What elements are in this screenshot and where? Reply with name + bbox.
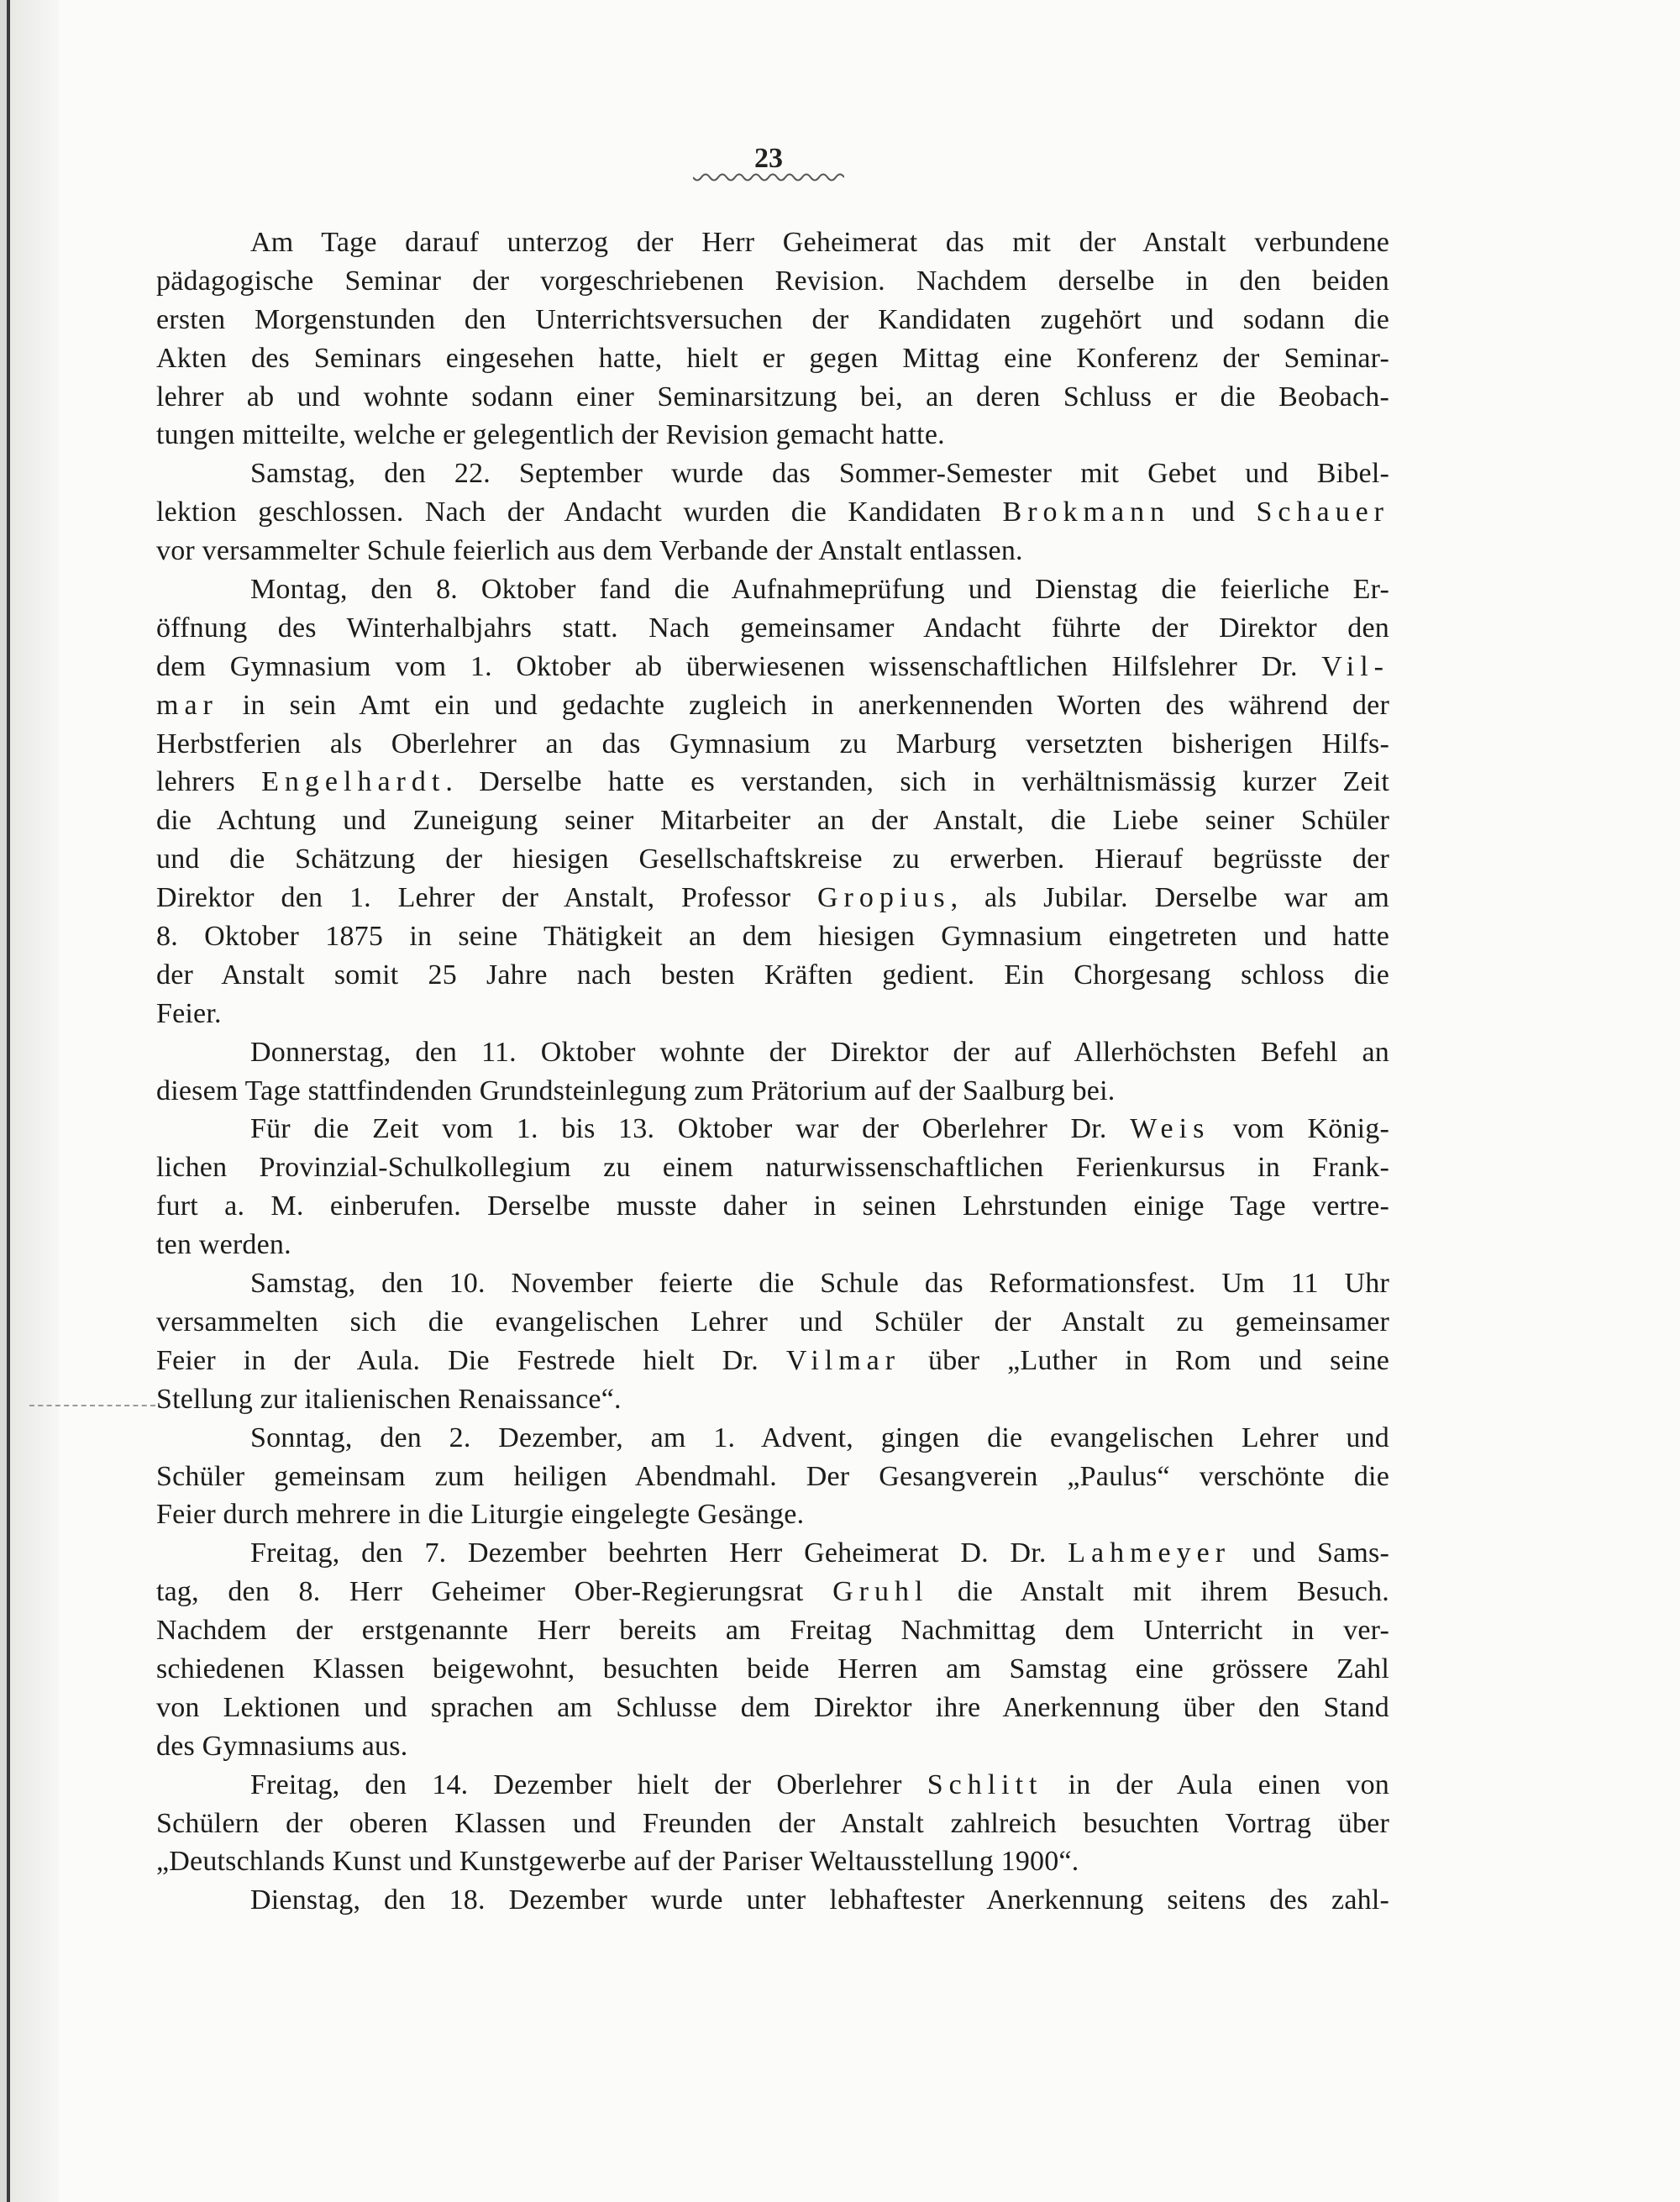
text-line: [156, 840, 1389, 879]
text-line: [156, 455, 1389, 493]
text-line: [156, 1303, 1389, 1342]
text-segment: die Anstalt mit ihrem Besuch.: [928, 1576, 1389, 1608]
text-line: [156, 1881, 1389, 1920]
text-line: [156, 339, 1389, 378]
paragraph: [156, 1419, 1389, 1535]
text-line: [156, 1458, 1389, 1496]
text-segment: diesem Tage stattfindenden Grundsteinlegung zum Prätorium auf der Saalburg bei.: [156, 1075, 1116, 1106]
spaced-name: Lahmeyer: [1068, 1537, 1231, 1569]
spaced-name: Vilmar: [785, 1344, 901, 1376]
paragraph: [156, 455, 1389, 570]
text-line: [156, 1842, 1389, 1881]
text-line: [156, 725, 1389, 764]
text-segment: Herbstferien als Oberlehrer an das Gymnasium zu Marburg versetzten bisherigen Hilfs-: [156, 728, 1389, 759]
paragraph: [156, 1033, 1389, 1111]
text-segment: Sonntag, den 2. Dezember, am 1. Advent, gingen die evangelischen Lehrer und: [250, 1422, 1389, 1453]
text-segment: und die Schätzung der hiesigen Gesellschaftskreise zu erwerben. Hierauf begrüsste der: [156, 843, 1389, 875]
text-segment: schiedenen Klassen beigewohnt, besuchten beide Herren am Samstag eine grössere Zahl: [156, 1653, 1389, 1684]
text-segment: ten werden.: [156, 1229, 291, 1261]
text-segment: Samstag, den 22. September wurde das Sommer-Semester mit Gebet und Bibel-: [250, 458, 1389, 490]
text-line: [156, 1534, 1389, 1573]
spaced-name: Engelhardt: [261, 766, 446, 798]
text-line: [156, 1110, 1389, 1148]
text-segment: Donnerstag, den 11. Oktober wohnte der Direktor der auf Allerhöchsten Befehl an: [250, 1036, 1389, 1068]
spaced-name: Schlitt: [927, 1768, 1043, 1800]
text-line: [156, 532, 1389, 570]
text-segment: Freitag, den 14. Dezember hielt der Oberlehrer: [250, 1768, 927, 1800]
text-line: [156, 1187, 1389, 1226]
text-segment: vor versammelter Schule feierlich aus dem Verbande der Anstalt entlassen.: [156, 535, 1023, 567]
spaced-name: Weis: [1130, 1113, 1210, 1145]
text-line: [156, 956, 1389, 995]
text-line: [156, 1148, 1389, 1187]
text-segment: Samstag, den 10. November feierte die Schule das Reformationsfest. Um 11 Uhr: [250, 1268, 1389, 1300]
text-segment: 8. Oktober 1875 in seine Thätigkeit an dem hiesigen Gymnasium eingetreten und hatte: [156, 921, 1389, 953]
paragraph: [156, 223, 1389, 455]
margin-pencil-mark: [29, 1405, 155, 1406]
text-segment: Akten des Seminars eingesehen hatte, hielt er gegen Mittag eine Konferenz der Seminar-: [156, 342, 1389, 374]
text-segment: in sein Amt ein und gedachte zugleich in anerkennenden Worten des während der: [218, 689, 1389, 721]
text-segment: „Deutschlands Kunst und Kunstgewerbe auf der Pariser Weltausstellung 1900“.: [156, 1846, 1079, 1878]
spaced-name: Gropius: [817, 882, 951, 914]
paragraph: [156, 570, 1389, 1033]
text-segment: Freitag, den 7. Dezember beehrten Herr Geheimerat D. Dr.: [250, 1537, 1068, 1569]
text-line: [156, 301, 1389, 339]
page-body-text: [156, 223, 1389, 1920]
paragraph: [156, 1881, 1389, 1920]
text-segment: Direktor den 1. Lehrer der Anstalt, Professor: [156, 882, 817, 914]
text-segment: ersten Morgenstunden den Unterrichtsversuchen der Kandidaten zugehört und sodann die: [156, 303, 1389, 335]
text-segment: Montag, den 8. Oktober fand die Aufnahmeprüfung und Dienstag die feierliche Er-: [250, 574, 1389, 606]
text-segment: die Achtung und Zuneigung seiner Mitarbeiter an der Anstalt, die Liebe seiner Schüler: [156, 805, 1389, 837]
text-segment: Am Tage darauf unterzog der Herr Geheimerat das mit der Anstalt verbundene: [250, 227, 1389, 258]
text-segment: pädagogische Seminar der vorgeschriebenen Revision. Nachdem derselbe in den beiden: [156, 265, 1389, 297]
text-line: [156, 1264, 1389, 1303]
text-line: [156, 1495, 1389, 1534]
paragraph: [156, 1766, 1389, 1882]
text-segment: lehrers: [156, 766, 262, 798]
text-line: [156, 493, 1389, 532]
text-segment: versammelten sich die evangelischen Lehrer und Schüler der Anstalt zu gemeinsamer: [156, 1306, 1389, 1337]
text-segment: Feier durch mehrere in die Liturgie eingelegte Gesänge.: [156, 1499, 805, 1531]
text-line: [156, 1611, 1389, 1650]
text-line: [156, 1727, 1389, 1766]
text-line: [156, 1072, 1389, 1111]
text-segment: Feier.: [156, 997, 222, 1029]
text-line: [156, 686, 1389, 725]
spaced-name: Schauer: [1256, 497, 1389, 528]
text-segment: Nachdem der erstgenannte Herr bereits am Freitag Nachmittag dem Unterricht in ver-: [156, 1615, 1389, 1647]
spaced-name: Gruhl: [832, 1576, 929, 1608]
text-line: [156, 378, 1389, 417]
text-line: [156, 1033, 1389, 1072]
text-line: [156, 763, 1389, 801]
paragraph: [156, 1534, 1389, 1765]
text-segment: furt a. M. einberufen. Derselbe musste daher in seinen Lehrstunden einige Tage vertre-: [156, 1190, 1389, 1222]
text-line: [156, 1573, 1389, 1611]
text-line: [156, 609, 1389, 648]
spaced-name: Vil-: [1321, 650, 1389, 682]
text-segment: Feier in der Aula. Die Festrede hielt Dr.: [156, 1344, 786, 1376]
text-segment: der Anstalt somit 25 Jahre nach besten Kräften gedient. Ein Chorgesang schloss die: [156, 959, 1389, 991]
spaced-name: Brokmann: [1002, 497, 1171, 528]
text-segment: lehrer ab und wohnte sodann einer Seminarsitzung bei, an deren Schluss er die Beobach-: [156, 381, 1389, 413]
text-segment: tag, den 8. Herr Geheimer Ober-Regierungsrat: [156, 1576, 833, 1608]
text-segment: Für die Zeit vom 1. bis 13. Oktober war der Oberlehrer Dr.: [250, 1113, 1131, 1145]
text-line: [156, 995, 1389, 1033]
wavy-rule-ornament: [693, 173, 844, 185]
text-segment: Dienstag, den 18. Dezember wurde unter lebhaftester Anerkennung seitens des zahl-: [250, 1884, 1389, 1916]
text-segment: des Gymnasiums aus.: [156, 1730, 408, 1762]
text-segment: . Derselbe hatte es verstanden, sich in verhältnismässig kurzer Zeit: [445, 766, 1389, 798]
text-segment: Schülern der oberen Klassen und Freunden der Anstalt zahlreich besuchten Vortrag über: [156, 1807, 1389, 1839]
text-line: [156, 1380, 1389, 1419]
text-segment: über „Luther in Rom und seine: [900, 1344, 1389, 1376]
text-segment: dem Gymnasium vom 1. Oktober ab überwiesenen wissenschaftlichen Hilfslehrer Dr.: [156, 650, 1322, 682]
page-number: 23: [754, 143, 783, 174]
text-line: [156, 879, 1389, 917]
text-line: [156, 1342, 1389, 1380]
text-line: [156, 570, 1389, 609]
text-segment: in der Aula einen von: [1042, 1768, 1389, 1800]
text-segment: von Lektionen und sprachen am Schlusse dem Direktor ihre Anerkennung über den Stand: [156, 1691, 1389, 1723]
text-segment: Stellung zur italienischen Renaissance“.: [156, 1383, 622, 1415]
text-line: [156, 223, 1389, 262]
text-line: [156, 1689, 1389, 1727]
text-segment: öffnung des Winterhalbjahrs statt. Nach gemeinsamer Andacht führte der Direktor den: [156, 612, 1389, 644]
text-segment: und Sams-: [1231, 1537, 1389, 1569]
text-segment: vom König-: [1210, 1113, 1389, 1145]
text-line: [156, 1805, 1389, 1843]
text-line: [156, 262, 1389, 301]
text-segment: Schüler gemeinsam zum heiligen Abendmahl. Der Gesangverein „Paulus“ verschönte die: [156, 1460, 1389, 1492]
text-line: [156, 917, 1389, 956]
paragraph: [156, 1264, 1389, 1419]
text-line: [156, 648, 1389, 686]
text-segment: und: [1170, 497, 1257, 528]
book-gutter-edge: [0, 0, 59, 2202]
text-segment: lektion geschlossen. Nach der Andacht wurden die Kandidaten: [156, 497, 1003, 528]
paragraph: [156, 1110, 1389, 1264]
text-line: [156, 416, 1389, 455]
text-line: [156, 1766, 1389, 1805]
text-line: [156, 1226, 1389, 1264]
text-segment: tungen mitteilte, welche er gelegentlich der Revision gemacht hatte.: [156, 419, 945, 451]
text-line: [156, 1650, 1389, 1689]
text-segment: lichen Provinzial-Schulkollegium zu einem naturwissenschaftlichen Ferienkursus in Frank-: [156, 1152, 1389, 1184]
text-line: [156, 801, 1389, 840]
text-line: [156, 1419, 1389, 1458]
text-segment: , als Jubilar. Derselbe war am: [950, 882, 1389, 914]
spaced-name: mar: [156, 689, 218, 721]
